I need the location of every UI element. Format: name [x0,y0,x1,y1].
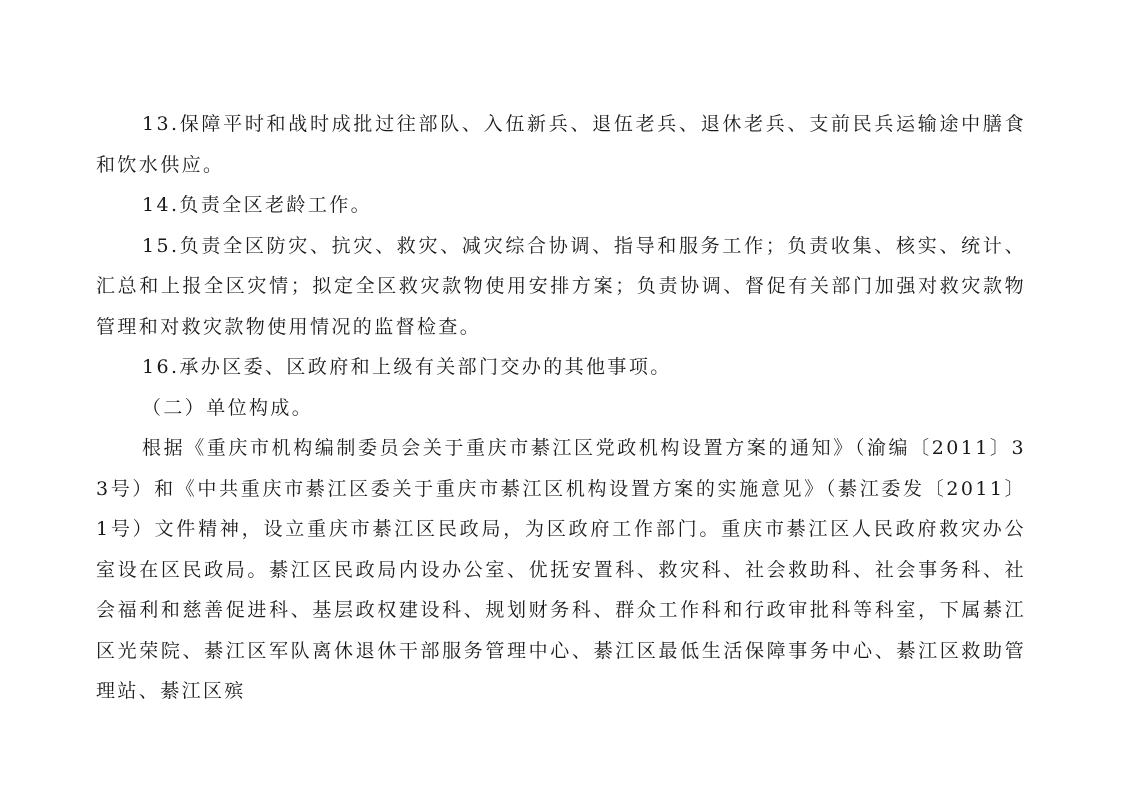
paragraph-item-14: 14.负责全区老龄工作。 [142,194,373,216]
paragraph-item-16: 16.承办区委、区政府和上级有关部门交办的其他事项。 [142,356,672,378]
section-heading-unit-composition: （二）单位构成。 [142,396,314,419]
paragraph-item-13: 13.保障平时和战时成批过往部队、入伍新兵、退伍老兵、退休老兵、支前民兵运输途中膳食和饮水供应。 [96,113,1026,176]
document-body [96,104,1026,712]
paragraph-item-15: 15.负责全区防灾、抗灾、救灾、减灾综合协调、指导和服务工作；负责收集、核实、统计、汇总和上报全区灾情；拟定全区救灾款物使用安排方案；负责协调、督促有关部门加强对救灾款物管理和对救灾款物使用情况的监督检查。 [96,234,1026,338]
paragraph-unit-composition: 根据《重庆市机构编制委员会关于重庆市綦江区党政机构设置方案的通知》（渝编〔2011〕33号）和《中共重庆市綦江区委关于重庆市綦江区机构设置方案的实施意见》（綦江委发〔2011〕1号）文件精神，设立重庆市綦江区民政局，为区政府工作部门。重庆市綦江区人民政府救灾办公室设在区民政局。綦江区民政局内设办公室、优抚安置科、救灾科、社会救助科、社会事务科、社会福利和慈善促进科、基层政权建设科、规划财务科、群众工作科和行政审批科等科室，下属綦江区光荣院、綦江区军队离休退休干部服务管理中心、綦江区最低生活保障事务中心、綦江区救助管理站、綦江区殡 [96,437,1026,702]
